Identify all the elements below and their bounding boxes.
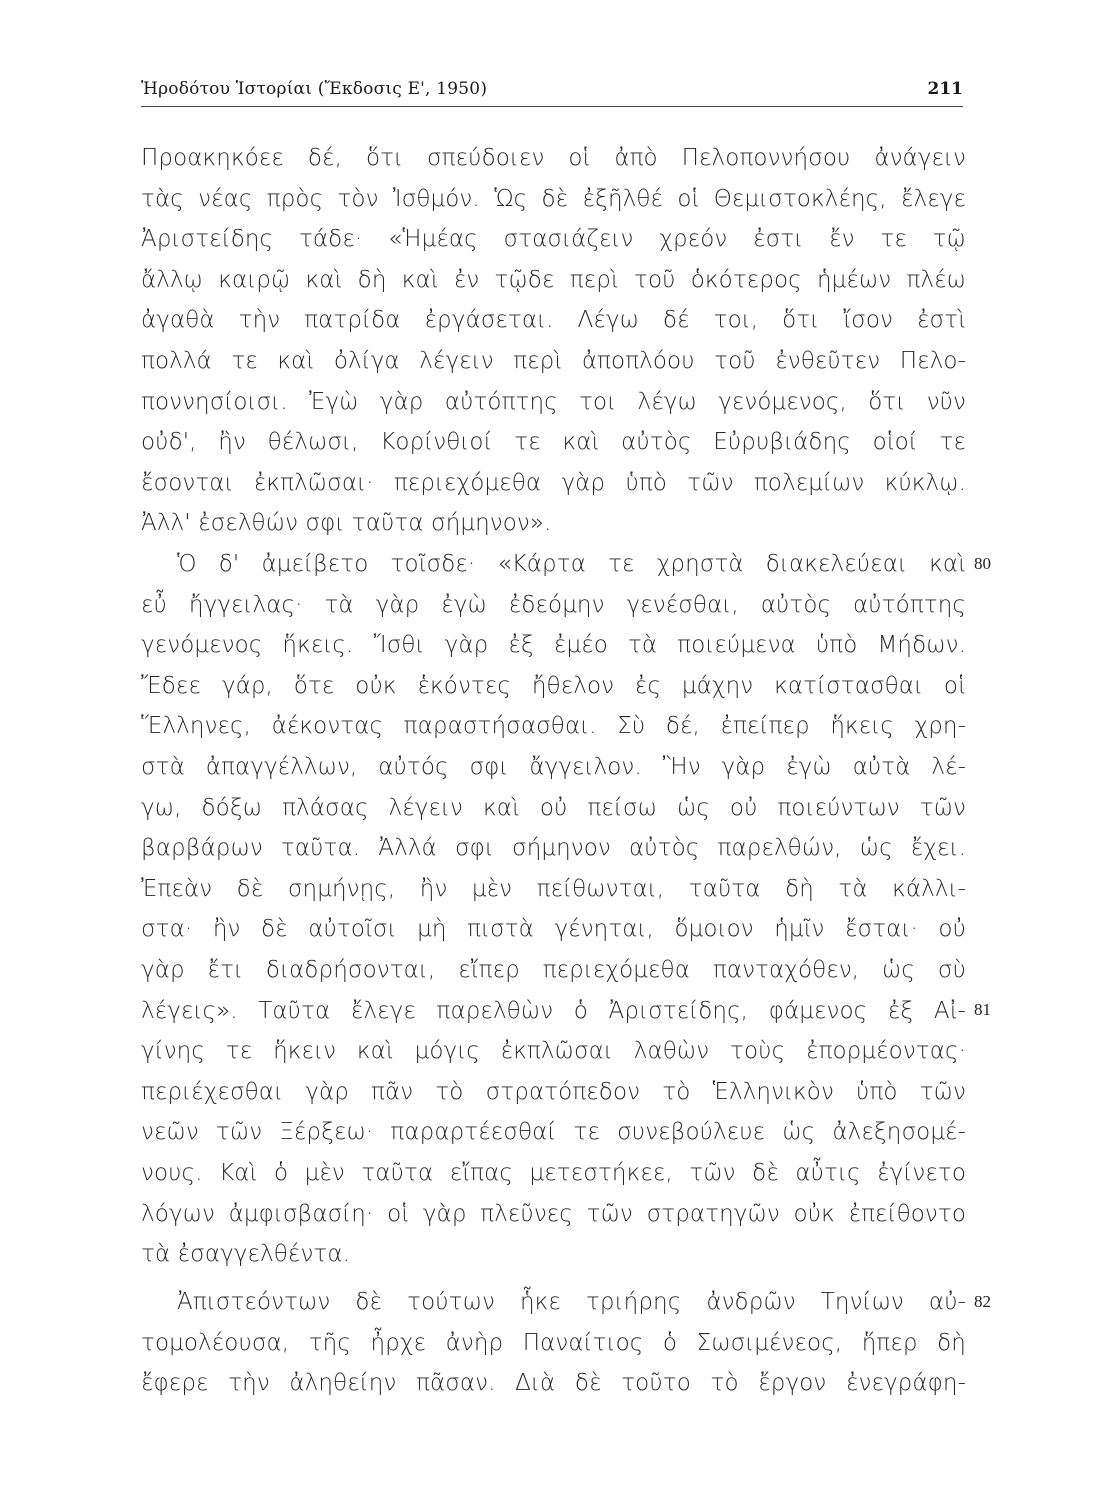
chapter-number: 81 bbox=[974, 1000, 991, 1019]
text-line: Ἀριστείδης τάδε· «Ἡμέας στασιάζειν χρεόν ἐστι ἔν τε τῷ bbox=[141, 226, 966, 253]
text-line: νους. Καὶ ὁ μὲν ταῦτα εἴπας μετεστήκεε, τῶν δὲ αὖτις ἐγίνετο bbox=[141, 1160, 966, 1186]
header-rule bbox=[141, 106, 963, 107]
text-line: ποννησίοισι. Ἐγὼ γὰρ αὐτόπτης τοι λέγω γενόμενος, ὅτι νῦν bbox=[141, 388, 966, 415]
running-head bbox=[141, 78, 963, 100]
text-line: Ἀλλ' ἐσελθών σφι ταῦτα σήμηνον». bbox=[141, 510, 552, 537]
text-line: στα· ἢν δὲ αὐτοῖσι μὴ πιστὰ γένηται, ὅμοιον ἡμῖν ἔσται· οὐ bbox=[141, 916, 966, 943]
text-line: βαρβάρων ταῦτα. Ἀλλά σφι σήμηνον αὐτὸς παρελθών, ὡς ἔχει. bbox=[141, 835, 966, 862]
text-line: Ἐπεὰν δὲ σημήνῃς, ἢν μὲν πείθωνται, ταῦτα δὴ τὰ κάλλι- bbox=[141, 875, 966, 902]
text-line: ἀγαθὰ τὴν πατρίδα ἐργάσεται. Λέγω δέ τοι, ὅτι ἴσον ἐστὶ bbox=[141, 307, 966, 334]
text-line: λόγων ἀμφισβασίη· οἱ γὰρ πλεῦνες τῶν στρατηγῶν οὐκ ἐπείθοντο bbox=[141, 1200, 966, 1227]
text-line: τὰ ἐσαγγελθέντα. bbox=[141, 1241, 351, 1268]
text-line: γὰρ ἔτι διαδρήσονται, εἴπερ περιεχόμεθα πανταχόθεν, ὡς σὺ bbox=[141, 957, 966, 983]
text-line: γενόμενος ἥκεις. Ἴσθι γὰρ ἐξ ἐμέο τὰ ποιεύμενα ὑπὸ Μήδων. bbox=[141, 632, 966, 659]
text-line: νεῶν τῶν Ξέρξεω· παραρτέεσθαί τε συνεβούλευε ὡς ἀλεξησομέ- bbox=[141, 1119, 966, 1146]
text-line: ἄλλῳ καιρῷ καὶ δὴ καὶ ἐν τῷδε περὶ τοῦ ὁκότερος ἡμέων πλέω bbox=[141, 266, 966, 293]
text-line: Προακηκόεε δέ, ὅτι σπεύδοιεν οἱ ἀπὸ Πελοποννήσου ἀνάγειν bbox=[141, 145, 966, 171]
text-line: τὰς νέας πρὸς τὸν Ἰσθμόν. Ὡς δὲ ἐξῆλθέ οἱ Θεμιστοκλέης, ἔλεγε bbox=[141, 185, 966, 212]
text-line: περιέχεσθαι γὰρ πᾶν τὸ στρατόπεδον τὸ Ἑλληνικὸν ὑπὸ τῶν bbox=[141, 1078, 966, 1105]
text-line: οὐδ', ἢν θέλωσι, Κορίνθιοί τε καὶ αὐτὸς Εὐρυβιάδης οἱοί τε bbox=[141, 429, 966, 456]
text-line: στὰ ἀπαγγέλλων, αὐτός σφι ἄγγειλον. Ἢν γὰρ ἐγὼ αὐτὰ λέ- bbox=[141, 754, 966, 780]
text-line: εὖ ἤγγειλας· τὰ γὰρ ἐγὼ ἐδεόμην γενέσθαι, αὐτὸς αὐτόπτης bbox=[141, 591, 966, 618]
text-line: ἔφερε τὴν ἀληθείην πᾶσαν. Διὰ δὲ τοῦτο τὸ ἔργον ἐνεγράφη- bbox=[141, 1370, 966, 1397]
text-line: λέγεις». Ταῦτα ἔλεγε παρελθὼν ὁ Ἀριστείδης, φάμενος ἐξ Αἰ- bbox=[141, 997, 966, 1024]
running-title: Ἡροδότου Ἱστορίαι (Ἔκδοσις Ε', 1950) bbox=[141, 79, 488, 99]
text-line: γίνης τε ἥκειν καὶ μόγις ἐκπλῶσαι λαθὼν τοὺς ἐπορμέοντας· bbox=[141, 1038, 966, 1065]
page-number: 211 bbox=[927, 79, 963, 99]
text-line: Ἀπιστεόντων δὲ τούτων ἧκε τριήρης ἀνδρῶν Τηνίων αὐ- bbox=[177, 1289, 966, 1315]
chapter-number: 82 bbox=[974, 1292, 991, 1311]
text-line: ἔσονται ἐκπλῶσαι· περιεχόμεθα γὰρ ὑπὸ τῶν πολεμίων κύκλῳ. bbox=[141, 469, 966, 496]
text-line: Ἔδεε γάρ, ὅτε οὐκ ἑκόντες ἤθελον ἐς μάχην κατίστασθαι οἱ bbox=[141, 672, 966, 699]
text-line: Ἕλληνες, ἀέκοντας παραστήσασθαι. Σὺ δέ, ἐπείπερ ἥκεις χρη- bbox=[141, 713, 966, 740]
chapter-number: 80 bbox=[974, 554, 991, 573]
text-line: γω, δόξω πλάσας λέγειν καὶ οὐ πείσω ὡς οὐ ποιεύντων τῶν bbox=[141, 794, 966, 821]
text-line: πολλά τε καὶ ὀλίγα λέγειν περὶ ἀποπλόου τοῦ ἐνθεῦτεν Πελο- bbox=[141, 348, 966, 374]
text-line: τομολέουσα, τῆς ἦρχε ἀνὴρ Παναίτιος ὁ Σωσιμένεος, ἥπερ δὴ bbox=[141, 1329, 966, 1356]
text-line: Ὁ δ' ἀμείβετο τοῖσδε· «Κάρτα τε χρηστὰ διακελεύεαι καὶ bbox=[177, 551, 966, 577]
